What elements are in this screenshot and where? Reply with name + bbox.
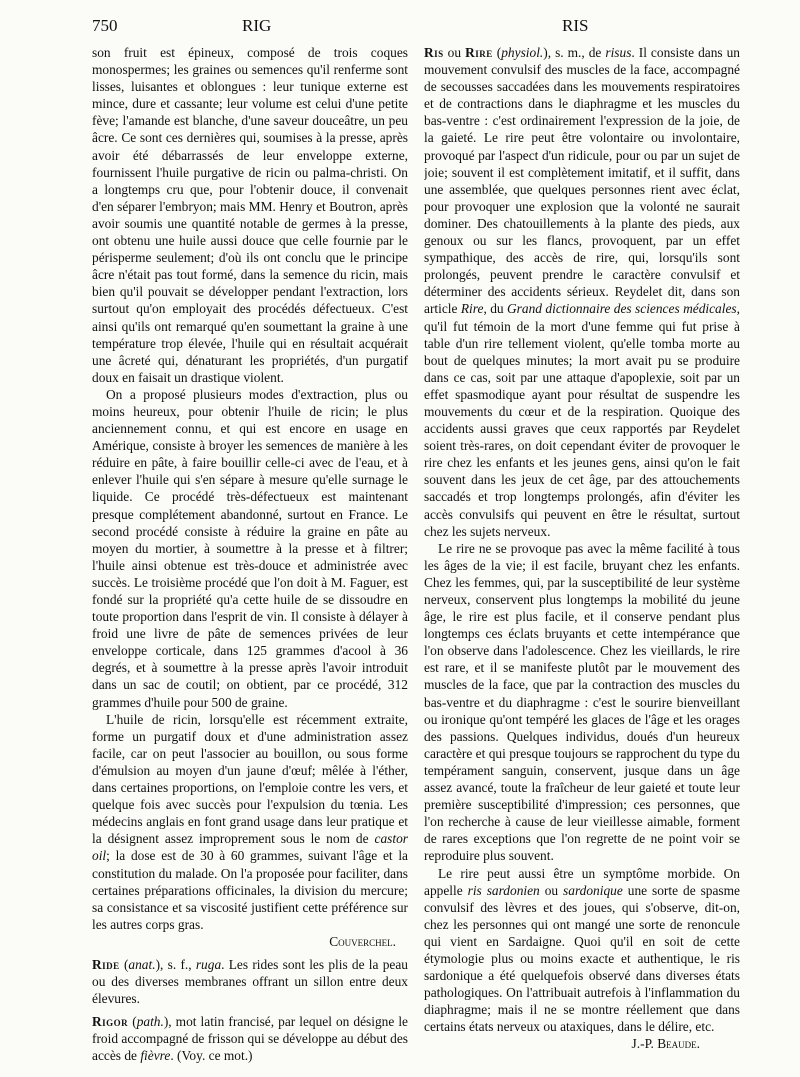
headword-rigor: Rigor bbox=[92, 1014, 129, 1030]
paragraph: Le rire peut aussi être un symptôme morbide. On appelle ris sardonien ou sardonique une sorte de spasme convulsif des lèvres et des joues, qui s'observe, dit-on, chez les personnes qui ont mangé une sorte de renoncule qui vient en Sardaigne. Quoi qu'il en soit de cette étymologie plus ou moins exacte et authentique, le ris sardonique a été quelquefois observé dans diverses états pathologiques. On l'attribuait autrefois à l'inflammation du diaphragme; mais il ne se montre réellement que dans certains états nerveux ou ataxiques, dans le délire, etc. bbox=[424, 865, 740, 1035]
paragraph: son fruit est épineux, composé de trois coques monospermes; les graines ou semences qu'il renferme sont lisses, luisantes et oblongues : leur tunique externe est mince, dure et cassante; leur volume est celui d'une petite fève; l'amande est blanche, d'une saveur douceâtre, un peu âcre. Ce sont ces dernières qui, soumises à la presse, après avoir été débarrassés de leur enveloppe externe, fournissent l'huile purgative de ricin ou palma-christi. On a longtemps cru que, pour l'obtenir douce, il convenait d'en séparer l'embryon; mais MM. Henry et Boutron, après avoir soumis une quantité notable de germes à la presse, ont obtenu une huile aussi douce que celle fournie par le périsperme seulement; d'où ils ont conclu que le principe âcre n'était pas tout formé, dans la semence du ricin, mais bien qu'il pouvait se développer pendant l'extraction, lors surtout qu'on employait des procédés défectueux. C'est ainsi qu'ils ont remarqué qu'en soumettant la graine à une température trop élevée, l'huile qui en résultait acquérait une âcreté qui, dénaturant les propriétés, d'un purgatif doux en faisait un drastique violent. bbox=[92, 45, 408, 385]
castor-oil-term: castor oil bbox=[92, 831, 408, 864]
left-running-head: RIG bbox=[242, 16, 272, 35]
headword-ris: Ris bbox=[424, 45, 444, 60]
entry-ris: Ris ou Rire (physiol.), s. m., de risus. Il consiste dans un mouvement convulsif des muscles de la face, accompagné de secousses saccadées dans les mouvements respiratoires et de contractions dans le diaphragme et les muscles du bas-ventre : c'est ordinairement l'expression de la joie, de la gaieté. Le rire peut être volontaire ou involontaire, provoqué par l'aspect d'un ridicule, pour ou par un sujet de joie; souvent il est complètement imitatif, et il suffit, dans une assemblée, que quelques personnes rient avec éclat, pour provoquer une explosion que la volonté ne saurait dominer. Des chatouillements à la plante des pieds, aux genoux ou sur les flancs, provoquent, par un effet sympathique, des accès de rire, qui, lorsqu'ils sont prolongés, peuvent prendre le caractère convulsif et déterminer des accidents sérieux. Reydelet dit, dans son article Rire, du Grand dictionnaire des sciences médicales, qu'il fut témoin de la mort d'une femme qui fut prise à table d'un rire tellement violent, qu'elle tomba morte au bout de quelques minutes; la mort avait pu se produire dans ce cas, soit par une attaque d'apoplexie, soit par un effet spasmodique ayant pour résultat de suspendre les mouvements du cœur et de la respiration. Quoique des accidents aussi graves que ceux rapportés par Reydelet soient très-rares, on doit cependant éviter de provoquer le rire chez les enfants et les jeunes gens, ainsi qu'on le fait souvent dans les jeux de cet âge, par des attouchements saccadés et trop longtemps prolongés, afin d'éviter les accès convulsifs qui peuvent en être le résultat, surtout chez les sujets nerveux. bbox=[424, 45, 740, 539]
paragraph: On a proposé plusieurs modes d'extraction, plus ou moins heureux, pour obtenir l'huile de ricin; le plus anciennement connu, et qui est encore en usage en Amérique, consiste à broyer les semences de manière à les réduire en pâte, à faire bouillir celle-ci avec de l'eau, et à enlever l'huile qui s'en sépare à mesure qu'elle surnage le liquide. Ce procédé très-défectueux est maintenant presque complétement abandonné, surtout en France. Le second procédé consiste à réduire la graine en pâte au moyen du mortier, à soumettre à la presse et à filtrer; l'huile ainsi obtenue est très-douce et administrée avec succès. Le troisième procédé que l'on doit à M. Faguer, est fondé sur la propriété qu'a cette huile de se dissoudre en toute proportion dans l'esprit de vin. Il consiste à délayer à froid une livre de pâte de semences privées de leur enveloppe corticale, dans 125 grammes d'acool à 36 degrés, et à soumettre à la presse après l'avoir introduit dans un sac de coutil; on obtient, par ce procédé, 312 grammes d'huile pour 500 de graine. bbox=[92, 386, 408, 710]
left-column bbox=[92, 44, 408, 1067]
entry-rigor: Rigor (path.), mot latin francisé, par lequel on désigne le froid accompagné de frisson qui se développe au début des accès de fièvre. (Voy. ce mot.) bbox=[92, 1014, 408, 1064]
right-running-head: RIS bbox=[562, 16, 589, 35]
author-signature: J.-P. Beaude. bbox=[631, 1036, 700, 1052]
page-number: 750 bbox=[92, 16, 118, 35]
author-signature: Couverchel. bbox=[329, 933, 396, 949]
running-header bbox=[92, 16, 732, 40]
paragraph: L'huile de ricin, lorsqu'elle est récemment extraite, forme un purgatif doux et d'une administration assez facile, car on peut l'associer au bouillon, ou sous forme d'émulsion au moyen d'un jaune d'œuf; mêlée à l'éther, dans certaines proportions, on l'emploie contre les vers, et quelque fois avec succès pour l'expulsion du tœnia. Les médecins anglais en font grand usage dans leur pratique et la désignent assez improprement sous le nom de castor oil; la dose est de 30 à 60 grammes, suivant l'âge et la constitution du malade. On l'a proposée pour faciliter, dans certaines préparations officinales, la division du mercure; sa consistance et sa viscosité justifient cette préférence sur les autres corps gras. bbox=[92, 711, 408, 932]
right-column bbox=[424, 44, 740, 1067]
entry-ride: Ride (anat.), s. f., ruga. Les rides sont les plis de la peau ou des diverses membranes offrant un sillon entre deux élevures. bbox=[92, 956, 408, 1007]
headword-rire: Rire bbox=[465, 45, 493, 60]
headword-ride: Ride bbox=[92, 956, 120, 972]
paragraph: Le rire ne se provoque pas avec la même facilité à tous les âges de la vie; il est facile, bruyant chez les enfants. Chez les femmes, qui, par la susceptibilité de leur système nerveux, conservent plus longtemps la mobilité du jeune âge, le rire est plus facile, et il conserve pendant plus longtemps ces éclats bruyants et cette intempérance que l'on observe dans l'adolescence. Chez les vieillards, le rire est rare, et il se manifeste plutôt par le mouvement des muscles de la face, que par la contraction des muscles du bas-ventre et du diaphragme : c'est le sourire bienveillant ou ironique qu'ont tempéré les glaces de l'âge et les orages des passions. Quelques individus, doués d'un heureux caractère et qui presque toujours se rapprochent du type du tempérament sanguin, conservent, jusque dans un âge assez avancé, toute la fraîcheur de leur gaieté et toute leur première susceptibilité d'impression; ces personnes, que l'on recherche à cause de leur vieillesse aimable, forment de rares exceptions que l'on regrette de ne point voir se reproduire plus souvent. bbox=[424, 540, 740, 864]
